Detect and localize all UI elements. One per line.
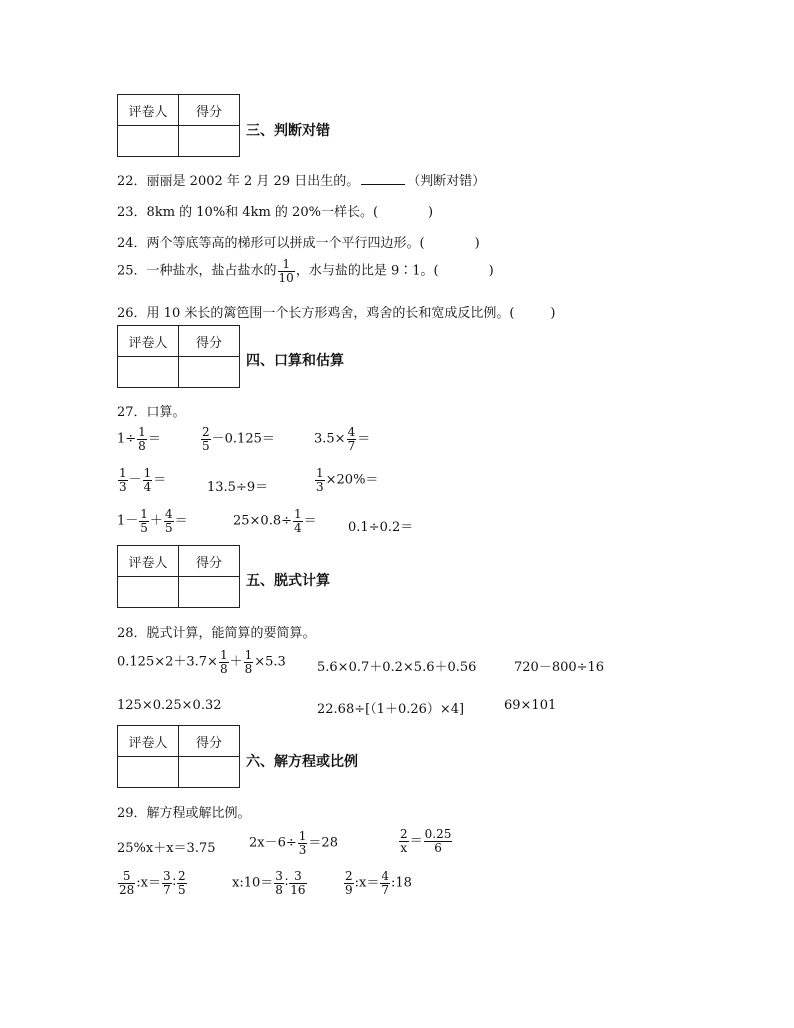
- reviewer-label: 评卷人: [118, 726, 179, 757]
- question-23: 23．8km 的 10%和 4km 的 20%一样长。( ): [117, 205, 434, 220]
- reviewer-label: 评卷人: [118, 326, 179, 357]
- score-table: [117, 325, 240, 388]
- expr-28-6: 69×101: [504, 698, 557, 713]
- section-title-judge: 三、判断对错: [246, 123, 330, 139]
- reviewer-cell[interactable]: [118, 357, 179, 388]
- expr-28-1: 0.125×2＋3.7× $\frac{1}{8}$ ＋ $\frac{1}{8}$ ×5.3: [117, 648, 286, 676]
- expr-27-1: 1÷ $\frac{1}{8}$ ＝: [117, 425, 161, 453]
- reviewer-cell[interactable]: [118, 577, 179, 608]
- expr-27-4: $\frac{1}{3}$ － $\frac{1}{4}$ ＝: [119, 466, 167, 494]
- expr-27-6: $\frac{1}{3}$ ×20%＝: [316, 466, 379, 494]
- expr-29-3: $\frac{2}{x}$ ＝ $\frac{0.25}{6}$: [400, 827, 452, 855]
- expr-27-3: 3.5× $\frac{4}{7}$ ＝: [314, 425, 371, 453]
- score-label: 得分: [179, 546, 240, 577]
- score-cell[interactable]: [179, 126, 240, 157]
- score-table: [117, 725, 240, 788]
- expr-27-9: 0.1÷0.2＝: [348, 520, 414, 535]
- expr-27-5: 13.5÷9＝: [207, 480, 269, 495]
- section-title-equations: 六、解方程或比例: [246, 754, 358, 770]
- reviewer-label: 评卷人: [118, 95, 179, 126]
- answer-blank[interactable]: [361, 172, 405, 185]
- section-title-calculation: 五、脱式计算: [246, 573, 330, 589]
- fraction: $\frac{1}{10}$: [278, 257, 294, 285]
- score-cell[interactable]: [179, 577, 240, 608]
- score-label: 得分: [179, 726, 240, 757]
- score-cell[interactable]: [179, 757, 240, 788]
- expr-29-6: $\frac{2}{9}$ :x＝ $\frac{4}{7}$ :18: [345, 869, 412, 897]
- expr-29-5: x:10＝ $\frac{3}{8}$ ∶ $\frac{3}{16}$: [232, 869, 306, 897]
- score-label: 得分: [179, 326, 240, 357]
- expr-28-5: 22.68÷[（1＋0.26）×4]: [317, 702, 465, 717]
- question-22: 22．丽丽是 2002 年 2 月 29 日出生的。 （判断对错）: [117, 174, 486, 189]
- expr-29-2: 2x－6÷ $\frac{1}{3}$ ＝28: [249, 829, 338, 857]
- expr-27-7: 1－ $\frac{1}{5}$ ＋ $\frac{4}{5}$ ＝: [117, 507, 188, 535]
- reviewer-cell[interactable]: [118, 126, 179, 157]
- question-25: 25．一种盐水，盐占盐水的 $\frac{1}{10}$ ，水与盐的比是 9∶1。( ): [117, 257, 494, 285]
- score-table: [117, 94, 240, 157]
- expr-27-2: $\frac{2}{5}$ －0.125＝: [202, 425, 275, 453]
- question-27-title: 27．口算。: [117, 405, 186, 420]
- expr-28-4: 125×0.25×0.32: [117, 698, 222, 713]
- question-26: 26．用 10 米长的篱笆围一个长方形鸡舍，鸡舍的长和宽成反比例。( ): [117, 306, 556, 321]
- score-table: [117, 545, 240, 608]
- expr-29-1: 25%x＋x＝3.75: [117, 841, 216, 856]
- score-label: 得分: [179, 95, 240, 126]
- question-29-title: 29．解方程或解比例。: [117, 806, 251, 821]
- question-24: 24．两个等底等高的梯形可以拼成一个平行四边形。( ): [117, 236, 480, 251]
- expr-28-2: 5.6×0.7＋0.2×5.6＋0.56: [317, 660, 477, 675]
- reviewer-cell[interactable]: [118, 757, 179, 788]
- expr-27-8: 25×0.8÷ $\frac{1}{4}$ ＝: [233, 507, 317, 535]
- expr-28-3: 720－800÷16: [514, 660, 605, 675]
- reviewer-label: 评卷人: [118, 546, 179, 577]
- section-title-mental-math: 四、口算和估算: [246, 353, 344, 369]
- expr-29-4: $\frac{5}{28}$ :x＝ $\frac{3}{7}$ ∶ $\frac{2}{5}$: [119, 869, 186, 897]
- score-cell[interactable]: [179, 357, 240, 388]
- question-28-title: 28．脱式计算，能简算的要简算。: [117, 626, 316, 641]
